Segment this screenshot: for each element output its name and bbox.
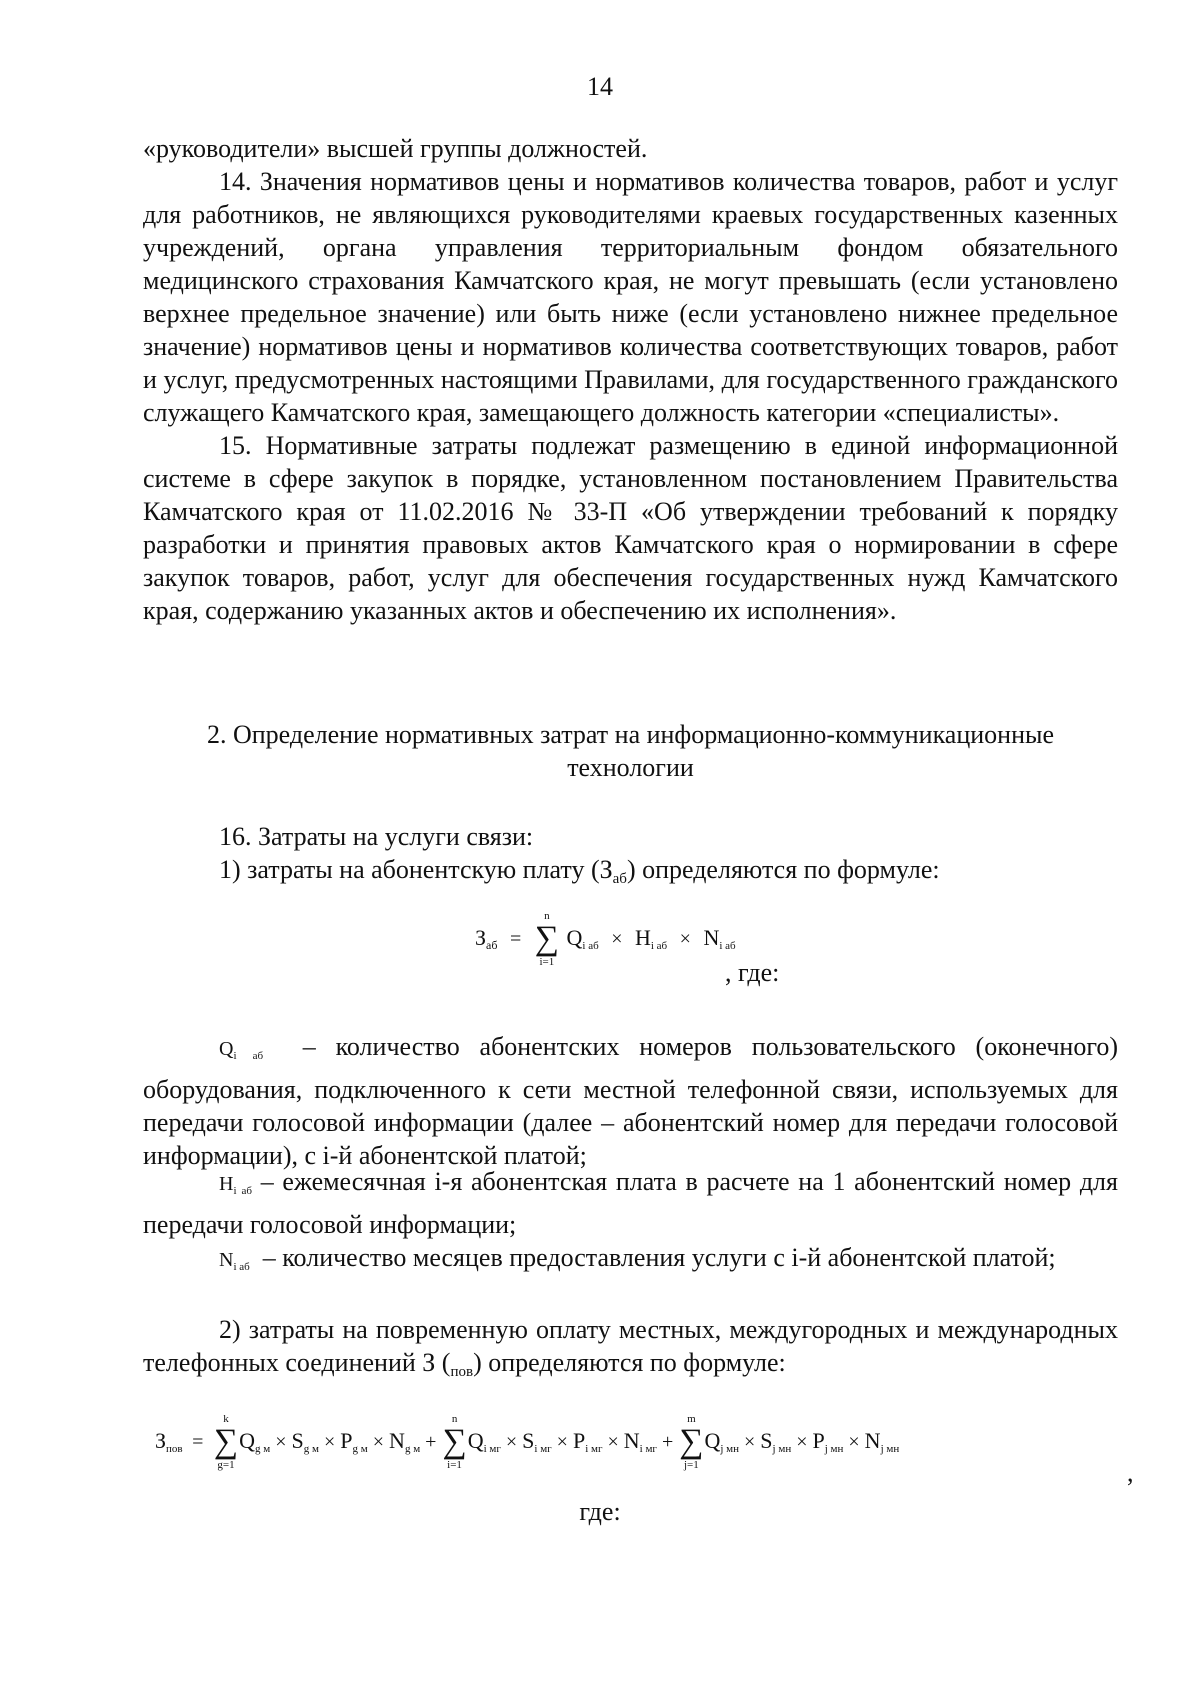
- formula2-term: Q: [239, 1427, 256, 1453]
- formula1-sum-bot: i=1: [539, 956, 555, 968]
- sigma-icon: ∑: [442, 1423, 467, 1460]
- formula2-term: P: [812, 1427, 825, 1453]
- formula1-term-q: Q: [566, 924, 583, 950]
- formula2-term: Q: [467, 1427, 484, 1453]
- paragraph-14: 14. Значения нормативов цены и нормативов количества товаров, работ и услуг для работников, не являющихся руководителями краевых государственных казенных учреждений, органа управления территориальным фондом обязательного медицинского страхования Камчатского края, не могут превышать (если установлено верхнее предельное значение) или быть ниже (если установлено нижнее предельное значение) нормативов цены и нормативов количества соответствующих товаров, работ и услуг, предусмотренных настоящими Правилами, для государственного гражданского служащего Камчатского края, замещающего должность категории «специалисты».: [143, 167, 1118, 427]
- formula2-sum-2: n ∑ i=1: [442, 1413, 467, 1471]
- sigma-icon: ∑: [213, 1423, 239, 1460]
- page-number: 14: [587, 72, 613, 101]
- formula2-term: Q: [704, 1427, 721, 1453]
- formula2-term: S: [760, 1427, 773, 1453]
- formula2-term: N: [623, 1427, 640, 1453]
- formula2-term: S: [291, 1427, 304, 1453]
- formula2-comma: ,: [1127, 1458, 1134, 1487]
- def-h-ab: Hi аб – ежемесячная i-я абонентская плата в расчете на 1 абонентский номер для передачи голосовой информации;: [143, 1167, 1118, 1239]
- formula2-plus: +: [661, 1430, 674, 1453]
- formula-time-based-calls: Зпов = k ∑ g=1 Qg м × Sg м × Pg м × Ng м + n ∑ i=1 Qi мг × Si мг × Pi мг × Ni мг + m ∑ j=1 Qj мн × Sj мн × Pj мн × Nj мн: [155, 1413, 900, 1471]
- paragraph-16-2: 2) затраты на повременную оплату местных, междугородных и международных телефонных соединений З $(_{пов})$ определяются по формуле:: [143, 1315, 1118, 1380]
- formula2-where: где:: [579, 1497, 621, 1526]
- sigma-icon: ∑: [534, 920, 559, 957]
- body-text-16: [143, 820, 1118, 896]
- body-text-top: [143, 132, 1118, 627]
- def-q-ab: Qi аб – количество абонентских номеров пользовательского (оконечного) оборудования, подключенного к сети местной телефонной связи, используемых для передачи голосовой информации (далее – абонентский номер для передачи голосовой информации), с i-й абонентской платой;: [143, 1032, 1118, 1170]
- formula1-eq: =: [509, 927, 522, 950]
- section-heading: 2. Определение нормативных затрат на информационно-коммуникационные технологии: [206, 720, 1055, 782]
- sigma-icon: ∑: [679, 1423, 704, 1460]
- formula2-plus: +: [425, 1430, 437, 1453]
- formula2-term: N: [389, 1427, 405, 1453]
- formula1-term-h: H: [634, 924, 651, 950]
- formula1-lhs-sub: аб: [486, 937, 498, 952]
- formula2-term: N: [864, 1427, 881, 1453]
- formula2-term: P: [340, 1427, 353, 1453]
- formula1-lhs: З: [475, 924, 487, 950]
- formula2-term: S: [522, 1427, 535, 1453]
- formula-abonent-fee: $З_{аб}$ = n ∑ i=1 Qi аб × Hi аб × Ni аб: [475, 910, 736, 968]
- formula2-term: P: [572, 1427, 586, 1453]
- paragraph-15: 15. Нормативные затраты подлежат размещению в единой информационной системе в сфере закупок в порядке, установленном постановлением Правительства Камчатского края от 11.02.2016 № 33-П «Об утверждении требований к порядку разработки и принятия правовых актов Камчатского края о нормировании в сфере закупок товаров, работ, услуг для обеспечения государственных нужд Камчатского края, содержанию указанных актов и обеспечению их исполнения».: [143, 431, 1118, 625]
- def-n-ab: Ni аб – количество месяцев предоставления услуги с i-й абонентской платой;: [219, 1243, 1056, 1273]
- formula2-sum-3: m ∑ j=1: [679, 1413, 704, 1471]
- paragraph-continuation: «руководители» высшей группы должностей.: [143, 134, 648, 163]
- formula1-sum: [535, 910, 559, 968]
- formula2-sum-1: k ∑ g=1: [213, 1413, 239, 1471]
- formula1-sum-top: n: [544, 910, 550, 922]
- paragraph-16: 16. Затраты на услуги связи:: [219, 822, 534, 851]
- paragraph-16-1: 1) затраты на абонентскую плату $(З_{аб})$ определяются по формуле:: [219, 855, 940, 887]
- formula1-term-n: N: [703, 924, 720, 950]
- formula1-where: , где:: [725, 958, 780, 987]
